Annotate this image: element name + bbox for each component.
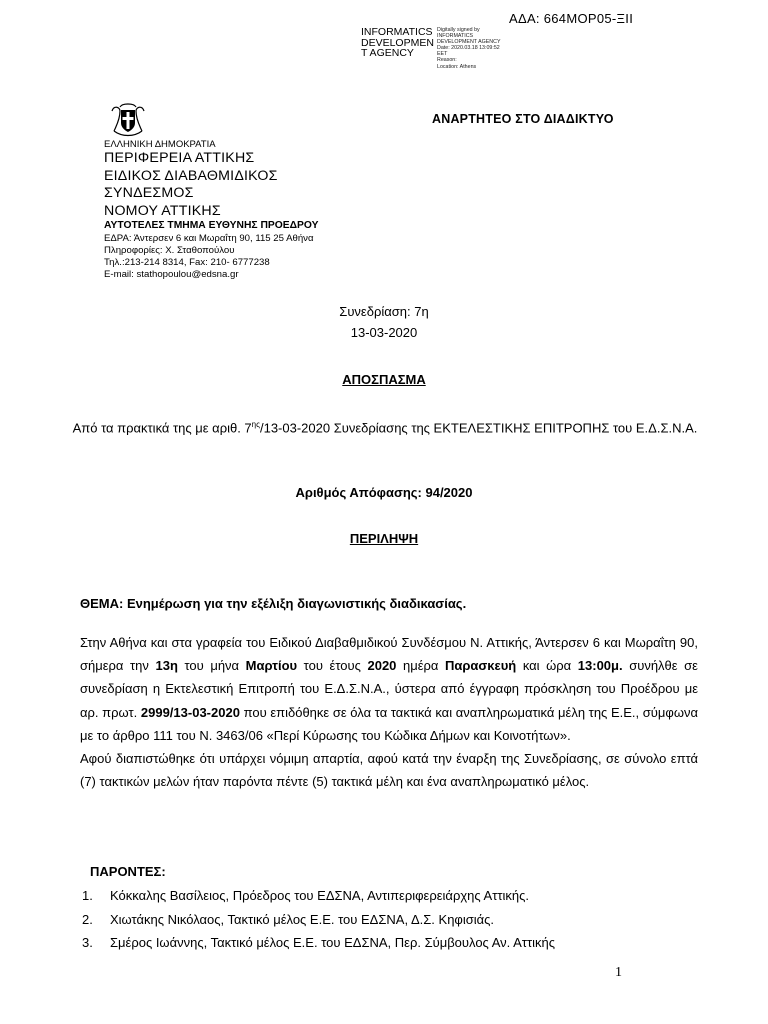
text-run: του έτους	[297, 658, 368, 674]
department-name: ΑΥΤΟΤΕΛΕΣ ΤΜΗΜΑ ΕΥΘΥΝΗΣ ΠΡΟΕΔΡΟΥ	[104, 220, 319, 232]
signature-line: EET	[437, 51, 448, 58]
digital-signature-signer: INFORMATICS DEVELOPMEN T AGENCY	[361, 26, 434, 59]
text-run-bold: Παρασκευή	[445, 658, 517, 674]
post-online-notice: ΑΝΑΡΤΗΤΕΟ ΣΤΟ ΔΙΑΔΙΚΤΥΟ	[432, 112, 614, 126]
list-number: 2.	[82, 911, 93, 927]
list-number: 3.	[82, 935, 93, 950]
list-number: 1.	[82, 888, 93, 903]
phone-fax: Τηλ.:213-214 8314, Fax: 210- 6777238	[104, 256, 270, 268]
decision-number: Αριθμός Απόφασης: 94/2020	[295, 485, 473, 500]
present-title: ΠΑΡΟΝΤΕΣ:	[90, 864, 166, 879]
signature-line: DEVELOPMENT AGENCY	[437, 39, 501, 46]
paragraph-2: Αφού διαπιστώθηκε ότι υπάρχει νόμιμη απαρτία, αφού κατά την έναρξη της Συνεδρίασης, σε σύνολο επτά (7) τακτικών μελών ήταν παρόντα πέντε (5) τακτικά μέλη και ένα αναπληρωματικό μέλος.	[80, 751, 698, 790]
address: ΕΔΡΑ: Άντερσεν 6 και Μωραΐτη 90, 115 25 Αθήνα	[104, 232, 314, 244]
org-line: ΠΕΡΙΦΕΡΕΙΑ ΑΤΤΙΚΗΣ	[104, 150, 255, 166]
minutes-suffix: /13-03-2020 Συνεδρίασης της ΕΚΤΕΛΕΣΤΙΚΗΣ ΕΠΙΤΡΟΠΗΣ του Ε.Δ.Σ.Ν.Α.	[259, 420, 698, 436]
contact-person: Πληροφορίες: Χ. Σταθοπούλου	[104, 244, 235, 256]
letterhead	[104, 139, 318, 281]
subject-line: ΘΕΜΑ: Ενημέρωση για την εξέλιξη διαγωνιστικής διαδικασίας.	[80, 596, 467, 611]
org-line: ΣΥΝΔΕΣΜΟΣ	[104, 185, 194, 202]
signature-line: Reason:	[437, 57, 457, 64]
text-run-bold: 13η	[155, 658, 178, 674]
extract-title: ΑΠΟΣΠΑΣΜΑ	[342, 372, 426, 387]
text-run-bold: Μαρτίου	[245, 658, 298, 674]
summary-title: ΠΕΡΙΛΗΨΗ	[349, 531, 419, 546]
list-item	[82, 908, 555, 932]
session-date: 13-03-2020	[350, 325, 418, 340]
org-line: ΝΟΜΟΥ ΑΤΤΙΚΗΣ	[104, 202, 221, 219]
text-run: συνήλθε σε συνεδρίαση η Εκτελεστική Επιτροπή του Ε.Δ.Σ.Ν.Α., ύστερα από έγγραφη πρόσκληση του Προέδρου με αρ. πρωτ.	[80, 658, 698, 720]
list-text: Κόκκαλης Βασίλειος, Πρόεδρος του ΕΔΣΝΑ, Αντιπεριφερειάρχης Αττικής.	[110, 888, 529, 903]
text-run-bold: 13:00μ.	[577, 658, 623, 674]
session-number: Συνεδρίαση: 7η	[339, 304, 429, 319]
text-run: που επιδόθηκε σε όλα τα τακτικά και αναπληρωματικά μέλη της Ε.Ε., σύμφωνα με το άρθρο 111 του Ν. 3463/06 «Περί Κύρωσης του Κώδικα Δήμων και Κοινοτήτων».	[80, 704, 698, 743]
page-number: 1	[615, 965, 622, 980]
minutes-reference	[60, 414, 710, 439]
signature-line: Location: Athens	[437, 63, 477, 70]
list-item	[82, 931, 555, 955]
minutes-prefix: Από τα πρακτικά της με αριθ. 7	[72, 420, 252, 436]
body-text	[80, 631, 698, 793]
digital-signature-details	[437, 27, 500, 70]
list-text: Χιωτάκης Νικόλαος, Τακτικό μέλος Ε.Ε. του ΕΔΣΝΑ, Δ.Σ. Κηφισιάς.	[110, 911, 495, 927]
email: E-mail: stathopoulou@edsna.gr	[104, 269, 239, 281]
minutes-sup: ης	[251, 420, 260, 429]
text-run-bold: 2999/13-03-2020	[140, 704, 240, 720]
org-line: ΕΙΔΙΚΟΣ ΔΙΑΒΑΘΜΙΔΙΚΟΣ	[104, 167, 278, 184]
greek-coat-of-arms-icon	[108, 101, 148, 139]
text-run: ημέρα	[396, 658, 445, 674]
paragraph-1	[80, 631, 698, 747]
list-item	[82, 884, 555, 908]
text-run: του μήνα	[177, 658, 246, 674]
text-run-bold: 2020	[367, 658, 397, 674]
present-list	[82, 884, 555, 955]
list-text: Σμέρος Ιωάννης, Τακτικό μέλος Ε.Ε. του ΕΔΣΝΑ, Περ. Σύμβουλος Αν. Αττικής	[110, 935, 555, 950]
text-run: και ώρα	[516, 658, 578, 674]
ada-code: ΑΔΑ: 664ΜΟΡ05-ΞΙΙ	[509, 11, 634, 26]
text-run: Στην Αθήνα και στα γραφεία του Ειδικού Διαβαθμιδικού Συνδέσμου Ν. Αττικής, Άντερσεν 6 και Μωραΐτη 90, σήμερα την	[80, 635, 698, 674]
signature-line: Date: 2020.03.18 13:09:52	[437, 45, 500, 52]
signature-line: INFORMATICS	[437, 33, 474, 40]
signature-line: Digitally signed by	[437, 27, 480, 33]
country-name: ΕΛΛΗΝΙΚΗ ΔΗΜΟΚΡΑΤΙΑ	[104, 139, 216, 150]
